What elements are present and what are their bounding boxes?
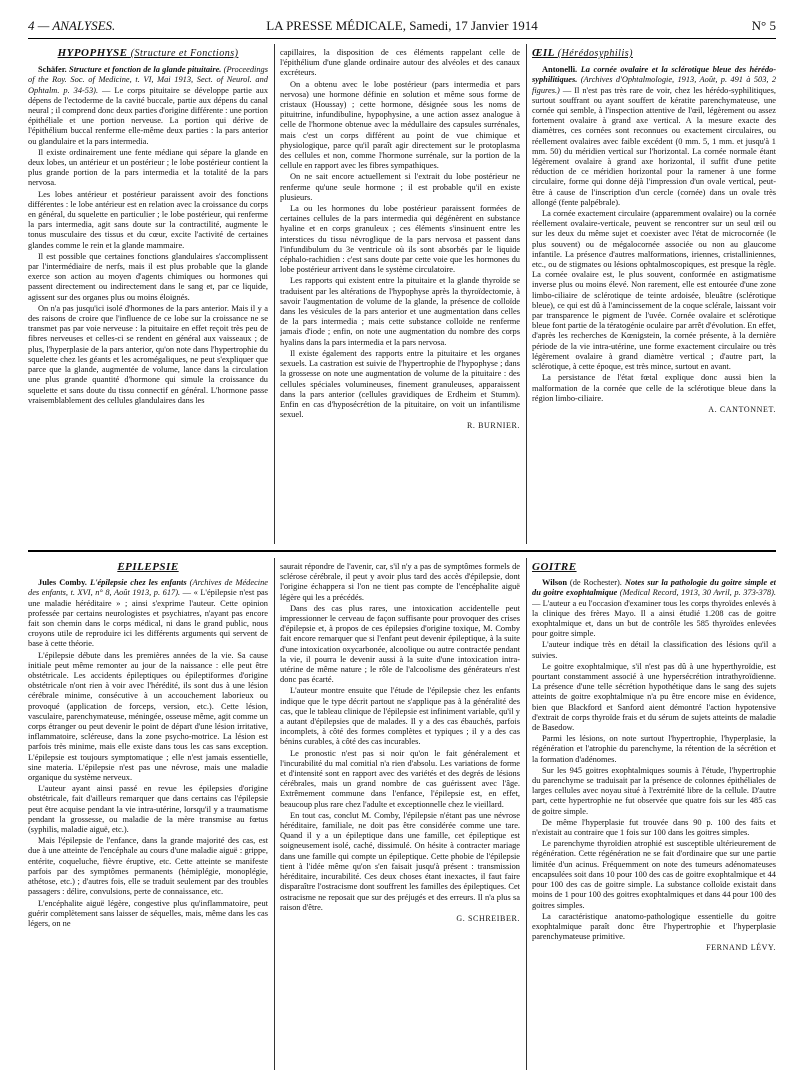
paragraph: L'encéphalite aiguë légère, congestive plus qu'inflammatoire, peut guérir complètement sans laisser de séquelles, mais, même dans les cas légers, on ne bbox=[28, 898, 268, 928]
signature: R. BURNIER. bbox=[466, 421, 520, 431]
article-title: La cornée ovalaire et la sclérotique bleue des hérédo-syphilitiques. bbox=[532, 65, 776, 85]
paragraph: La caractéristique anatomo-pathologique essentielle du goitre exophtalmique paraît donc être l'hypertrophie et l'hyperplasie parenchymateuse primitive. bbox=[532, 911, 776, 942]
section-title-oeil: ŒIL (Hérédosyphilis) bbox=[532, 48, 633, 59]
article-citation: (Archives de Médecine des enfants, t. XVI, n° 8, Août 1913, p. 617). bbox=[28, 578, 268, 598]
paragraph: L'épilepsie débute dans les premières années de la vie. Sa cause initiale peut même remonter au jour de la naissance : elle peut être obstétricale. Les accidents épileptiques ou épileptiformes d'origine obstétricale n'ont rien à voir avec l'hérédité, ils sont dus à une lésion cérébrale minime, consécutive à un accouchement laborieux ou provoqué (application de forceps, version, etc.). Cette lésion, vasculaire, parenchymateuse, méningée, osseuse même, agit comme un corps étranger ou peut devenir le point de départ d'une lésion irritative, inflammatoire, scléreuse, dans la zone psycho-motrice. La lésion est parfois très minime, mais elle existe dans tous les cas sans exception. L'épilepsie est toujours symptomatique ; elle n'est jamais essentielle, sine materia. L'épilepsie n'est pas une névrose, mais une maladie organique du système nerveux. bbox=[28, 650, 268, 783]
paragraph: — « L'épilepsie n'est pas une maladie héréditaire » ; ainsi s'exprime l'auteur. Cette opinion professée par certains neurologistes et psychiatres, n'ayant pas encore fait son chemin dans le corps médical, ni dans le grand public, nous croyons utile de reproduire ici les différents arguments qui servent de base à cette théorie. bbox=[28, 588, 268, 649]
goitre-article bbox=[532, 562, 776, 1072]
paragraph: capillaires, la disposition de ces éléments rappelant celle de l'épithélium d'une glande ordinaire autour des alvéoles et des canaux excréteurs. bbox=[280, 48, 520, 78]
paragraph: — L'auteur a eu l'occasion d'examiner tous les corps thyroïdes enlevés à la clinique des frères Mayo. Il a ainsi étudié 1.208 cas de goitre exophtalmique et, dans un but de contrôle les 585 thyroïdes enlevées pour goitre simple. bbox=[532, 598, 776, 639]
paragraph: En tout cas, conclut M. Comby, l'épilepsie n'étant pas une névrose héréditaire, familiale, ne doit pas être considérée comme une tare. Quand il y a un épileptique dans une famille, cet épileptique est soigneusement isolé, caché, dissimulé. On hésite à contracter mariage dans une famille qui compte un épileptique. Cette phobie de l'épilepsie tient à l'idée même qu'on s'en faisait jusqu'à présent : transmission héréditaire, incurabilité. Ces deux choses étant inexactes, il faut faire disparaître l'ostracisme dont souffrent les familles des épileptiques. Cet ostracisme ne reposait que sur des préjugés et des erreurs. Il n'a plus sa raison d'être. bbox=[280, 810, 520, 912]
paragraph: Les lobes antérieur et postérieur paraissent avoir des fonctions différentes : le lobe antérieur est en relation avec la croissance du corps en général, du squelette en particulier ; le lobe postérieur, qui renferme la pars intermedia, agit sans doute sur la contractilité, augmente le tonus musculaire des tissus et du cœur, excite l'activité de certaines glandes comme le rein et la glande mammaire. bbox=[28, 189, 268, 250]
column-divider bbox=[526, 44, 527, 544]
signature: A. CANTONNET. bbox=[708, 404, 776, 414]
section-title-hypophyse: HYPOPHYSE (Structure et Fonctions) bbox=[57, 48, 239, 59]
paragraph: — Il n'est pas très rare de voir, chez les hérédo-syphilitiques, surtout souffrant ou ayant souffert de kératite parenchymateuse, une cornée qui semble, à l'inspection attentive de l'œil, légèrement ou assez fortement ovalaire à grand axe vertical. A la mesure exacte des diamètres, ces cornées sont reconnues ou exactement circulaires, ou réellement ovalaires avec faible excédent (0 mm. 5, 1 mm. et jusqu'à 1 mm. 50) du méridien vertical sur l'horizontal. La cornée normale étant légèrement ovalaire à grand axe horizontal, il suffit d'une petite réduction de ce méridien horizontal pour la ramener à une forme circulaire, forme qui donne déjà l'impression d'un ovale vertical, peut-être à cause de l'inscription d'un cercle (cornée) dans un ovale très allongé (fente palpébrale). bbox=[532, 85, 776, 207]
article-author: Antonelli. bbox=[542, 65, 578, 75]
article-author: Schäfer. bbox=[38, 65, 67, 75]
header-rule bbox=[28, 38, 776, 39]
paragraph: On a obtenu avec le lobe postérieur (pars intermedia et pars nervosa) une hormone définie en solution et même sous forme de cristaux (Houssay) ; cette hormone, désignée sous les noms de pituitrine, infundibuline, hypophysine, a une action assez analogue à celle de l'hormone obtenue avec la médullaire des capsules surrénales, mais c'est un corps différent au point de vue chimique et physiologique, parce qu'il paraît agir directement sur le protoplasma des cellules et non, comme l'hormone surrénale, sur la portion de la cellule en rapport avec les fibres sympathiques. bbox=[280, 79, 520, 171]
section-title-epilepsie: ÉPILEPSIE bbox=[117, 562, 179, 573]
paragraph: La ou les hormones du lobe postérieur paraissent formées de certaines cellules de la pars intermedia qui dégénèrent en substance hyaline et en corps granuleux ; ces éléments s'insinuent entre les interstices du tissu névroglique de la pars nervosa et passent dans l'infundibulum du 3e ventricule où ils sont absorbés par le liquide céphalo-rachidien : c'est sans doute par cette voie que les hormones du lobe postérieur arrivent dans le système circulatoire. bbox=[280, 204, 520, 275]
paragraph: Parmi les lésions, on note surtout l'hypertrophie, l'hyperplasie, la régénération et l'atrophie du parenchyme, la rétention de la sécrétion et la formation d'adénomes. bbox=[532, 734, 776, 764]
paragraph: Il existe également des rapports entre la pituitaire et les organes sexuels. La castration est suivie de l'hypertrophie de l'hypophyse ; dans la grossesse on note une augmentation de volume de la pituitaire : des cellules spéciales volumineuses, finement granuleuses, apparaissent dans la pars anterior (cellules gravidiques de Erdheim et Stumm). Enfin en cas d'hyposécrétion de la pituitaire, on voit un infantilisme sexuel. bbox=[280, 348, 520, 420]
hypophyse-article bbox=[28, 48, 268, 544]
page-section-label: 4 — ANALYSES. bbox=[28, 18, 116, 33]
signature: G. SCHREIBER. bbox=[456, 913, 520, 923]
paragraph: L'auteur montre ensuite que l'étude de l'épilepsie chez les enfants indique que le type décrit partout ne s'applique pas à la généralité des cas, que le tableau clinique de l'épilepsie est infiniment variable, qu'il y a autant d'épilepsies que de malades. Il y a des cas ébauchés, parfois incomplets, à côté des formes complètes et typiques ; il y a des cas bénins curables, à côté des cas incurables. bbox=[280, 686, 520, 747]
issue-number: N° 5 bbox=[751, 18, 776, 33]
author-affiliation: (de Rochester). bbox=[569, 578, 622, 588]
paragraph: Dans des cas plus rares, une intoxication accidentelle peut impressionner le cerveau de façon suffisante pour provoquer des crises d'épilepsie et, à propos de ces épilepsies d'origine toxique, M. Comby fait encore remarquer que si l'enfant peut devenir épileptique, à la suite d'une intoxication oxycarbonée, alcoolique ou autre contractée pendant la vie, il pourra le devenir aussi à la suite d'une intoxication intra-utérine de même nature ; le rôle de l'alcoolisme des générateurs n'est donc pas écarté. bbox=[280, 603, 520, 685]
paragraph: — Le corps pituitaire se développe partie aux dépens de l'ectoderme de la cavité buccale, partie aux dépens du canal neural ; il comprend donc deux parties d'origine différente : une portion épithéliale et une portion nerveuse. La portion qui dérive de l'épithélium buccal renferme elle-même deux parties : la pars anterior ou glandulaire et la pars intermedia. bbox=[28, 85, 268, 146]
paragraph: Le goitre exophtalmique, s'il n'est pas dû à une hyperthyroïdie, est pourtant constamment associé à une hypersécrétion intrathyroïdienne. La présence d'une telle sécrétion hypothétique dans le sang des sujets atteints de goitre exophtalmique n'a pu être encore mise en évidence, bien que Blackford et Sanford aient démontré l'action hypotensive d'extrait de corps thyroïde frais et du sérum de sujets atteints de maladie de Basedow. bbox=[532, 661, 776, 733]
article-title: Notes sur la pathologie du goitre simple et du goitre exophtalmique bbox=[532, 578, 776, 598]
paragraph: Le pronostic n'est pas si noir qu'on le fait généralement et l'incurabilité du mal comitial n'a rien d'absolu. Les variations de forme et d'intensité sont en rapport avec des variétés et des degrés de lésions cérébrales, mais un grand nombre de cas guérissent avec l'âge. Extrêmement commune dans l'enfance, l'épilepsie est, en effet, beaucoup plus rare chez l'adulte et exceptionnelle chez le vieillard. bbox=[280, 748, 520, 809]
paragraph: La cornée exactement circulaire (apparemment ovalaire) ou la cornée réellement ovalaire-verticale, peuvent se rencontrer sur un seul œil ou sur les deux du même sujet et coexister avec l'état de microcornée (le plus souvent) ou de mégalocornée associée ou non au glaucome infantile. La présence d'autres malformations, iriennes, cristalliniennes, etc., ou de stigmates ou lésions ophtalmoscopiques, est presque la règle. La cornée ovalaire est, le plus souvent, conformée en astigmatisme inverse plus ou moins élevé. Non rarement, elle est entourée d'une zone limbo-ciliaire de sclérotique de teinte ardoisée, bleuâtre (sclérotique bleue), ce qui est dû à l'amincissement de la coque sclérale, laissant voir par transparence le pigment de l'uvée. Cornée ovalaire et sclérotique bleue font partie de la tératogénie oculaire par arrêt d'évolution. En effet, d'après les recherches de Kœnigstein, la cornée présente, à la dernière période de la vie intra-utérine, une forme exactement circulaire ou très légèrement ovalaire à grand diamètre vertical ; d'autre part, la sclérotique, à cette époque, est très mince, surtout en avant. bbox=[532, 209, 776, 372]
epilepsie-article bbox=[28, 562, 268, 1072]
paragraph: De même l'hyperplasie fut trouvée dans 90 p. 100 des faits et n'existait au contraire que 1 fois sur 100 dans les goitres simples. bbox=[532, 817, 776, 838]
paragraph: Il existe ordinairement une fente médiane qui sépare la glande en deux lobes, un antérieur et un postérieur ; le lobe postérieur contient la plus grande portion de la pars intermedia et la totalité de la pars nervosa. bbox=[28, 147, 268, 188]
section-title-goitre: GOITRE bbox=[532, 562, 577, 573]
column-divider bbox=[274, 44, 275, 544]
section-rule bbox=[28, 550, 776, 552]
epilepsie-article-continued bbox=[280, 562, 520, 1072]
article-author: Jules Comby. bbox=[38, 578, 87, 588]
paragraph: Le parenchyme thyroïdien atrophié est susceptible ultérieurement de régénération. Cette régénération ne se fait d'ordinaire que sur une partie limitée d'un acinus. Fréquemment on note des tumeurs adénomateuses encapsulées soit dans 10 pour 100 des cas de goitre exophtalmique et 44 pour 100 des cas de goitre simple. La substance colloïde existait dans moins de 1 pour 100 des goitres exophtalmiques et dans 44 pour 100 des goitres simples. bbox=[532, 839, 776, 910]
paragraph: On ne sait encore actuellement si l'extrait du lobe postérieur ne renferme qu'une seule hormone ; il est probable qu'il en existe plusieurs. bbox=[280, 172, 520, 202]
article-title: Structure et fonction de la glande pituitaire. bbox=[69, 65, 222, 75]
paragraph: saurait répondre de l'avenir, car, s'il n'y a pas de symptômes formels de sclérose cérébrale, il peut y avoir plus tard des accès d'épilepsie, dont l'origine échappera si l'on ne tient pas compte de l'encéphalite aiguë légère qui les a précédés. bbox=[280, 562, 520, 602]
column-divider bbox=[274, 558, 275, 1070]
page-header bbox=[28, 18, 776, 34]
hypophyse-article-continued bbox=[280, 48, 520, 544]
paragraph: Il est possible que certaines fonctions glandulaires s'accomplissent par l'intermédiaire de nerfs, mais il est plus probable que la glande exerce son action au moyen d'agents chimiques ou hormones qui passent directement ou indirectement dans le sang et, par ce liquide, agissent sur des organes plus ou moins éloignés. bbox=[28, 251, 268, 302]
article-citation: (Proceedings of the Roy. Soc. of Medicine, t. VI, Mai 1913, Sect. of Neurol. and Ophtalm. p. 34-53). bbox=[28, 65, 268, 95]
article-author: Wilson bbox=[542, 578, 567, 588]
article-title: L'épilepsie chez les enfants bbox=[89, 578, 187, 588]
paragraph: L'auteur ayant ainsi passé en revue les épilepsies d'origine obstétricale, fait d'ailleurs remarquer que dans certains cas l'épilepsie peut être acquise pendant la vie intra-utérine, lorsqu'il y a traumatisme pendant la grossesse, ou maladie de la mère transmise au fœtus (syphilis, maladie aiguë, etc.). bbox=[28, 784, 268, 835]
paragraph: Mais l'épilepsie de l'enfance, dans la grande majorité des cas, est due à une atteinte de l'encéphale au cours d'une maladie aiguë : grippe, entérite, coqueluche, fièvre éruptive, etc. Cette atteinte se manifeste parfois par des symptômes permanents (hémiplégie, monoplégie, athétose, etc.) ; d'autres fois, elle se traduit seulement par des troubles passagers : délire, convulsions, perte de connaissance, etc. bbox=[28, 836, 268, 897]
column-divider bbox=[526, 558, 527, 1070]
article-citation: (Medical Record, 1913, 30 Avril, p. 373-378). bbox=[619, 588, 776, 598]
signature: FERNAND LÉVY. bbox=[706, 943, 776, 953]
paragraph: On n'a pas jusqu'ici isolé d'hormones de la pars anterior. Mais il y a des raisons de croire que l'influence de ce lobe sur la croissance ne se transmet pas par voie nerveuse : la pituitaire en effet reçoit très peu de fibres nerveuses et celles-ci se rendent en général aux vaisseaux ; de plus, l'hyperplasie de la pars anterior, qu'on note dans l'hypertrophie du squelette chez les géants et les acromégaliques, ne peut s'expliquer que parce que la glande, augmentée de volume, lance dans la circulation une plus grande quantité d'hormone qui simule la croissance du squelette et sans doute du tissu connectif en général. L'hormone passe vraisemblablement des cellules glandulaires dans les bbox=[28, 303, 268, 405]
oeil-article bbox=[532, 48, 776, 544]
paragraph: L'auteur indique très en détail la classification des lésions qu'il a suivies. bbox=[532, 640, 776, 660]
article-citation: (Archives d'Ophtalmologie, 1913, Août, p. 491 à 503, 2 figures.) bbox=[532, 75, 776, 95]
paragraph: Sur les 945 goitres exophtalmiques soumis à l'étude, l'hypertrophie du parenchyme se traduisait par la présence de colonnes épithéliales de larges cellules avec noyau situé à l'extrémité libre de la cellule. D'autre part, cette hypertrophie ne fut observée que quatre fois sur les 485 cas de goitre simple. bbox=[532, 765, 776, 816]
paragraph: La persistance de l'état fœtal explique donc aussi bien la malformation de la cornée que celle de la sclérotique bleue dans la région limbo-ciliaire. bbox=[532, 373, 776, 403]
paragraph: Les rapports qui existent entre la pituitaire et la glande thyroïde se traduisent par les altérations de l'hypophyse après la thyroïdectomie, à savoir l'augmentation de volume de la glande, la présence de colloïde dans les vésicules de la pars anterior et une augmentation dans celles de la pars intermedia ; mais cette substance colloïde ne renferme jamais d'iode ; enfin, on note une augmentation du nombre des corps hyalins dans la pars intermedia et la pars nervosa. bbox=[280, 276, 520, 347]
journal-title: LA PRESSE MÉDICALE, Samedi, 17 Janvier 1914 bbox=[266, 18, 538, 33]
